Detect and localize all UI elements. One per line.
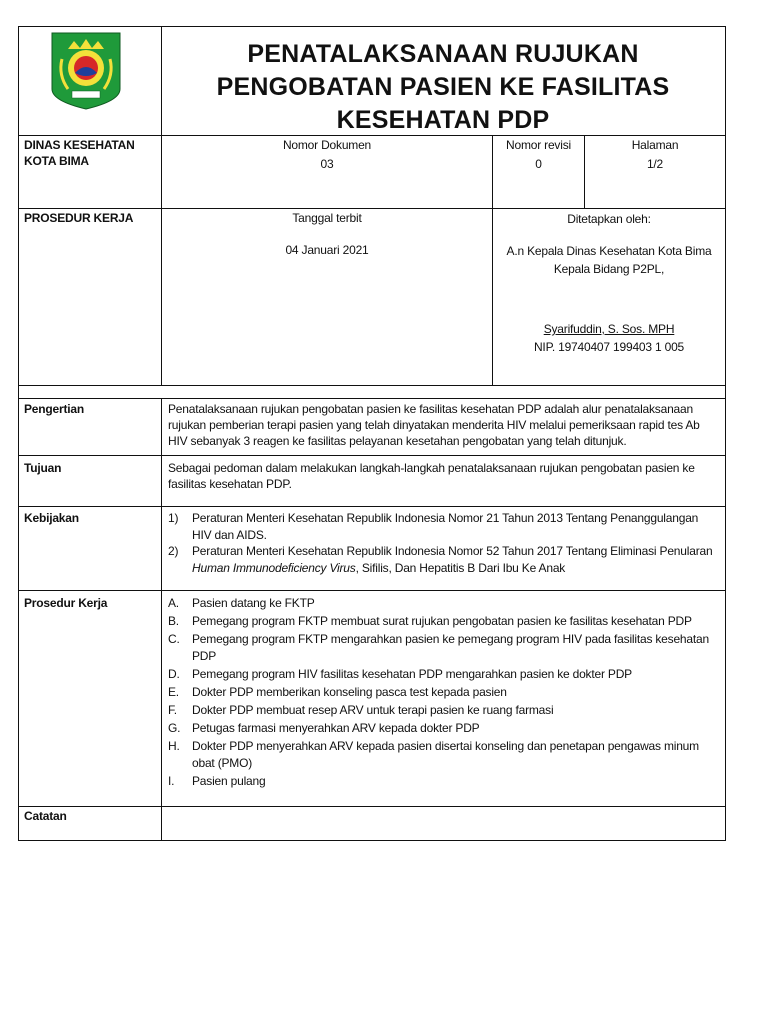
prosedur-item-line-2: PDP	[192, 649, 217, 663]
title-line-3: KESEHATAN PDP	[336, 106, 550, 134]
prosedur-item	[168, 738, 718, 772]
position: Kepala Bidang P2PL,	[553, 262, 665, 276]
doc-number: 03	[320, 157, 334, 171]
revision-label: Nomor revisi	[506, 138, 571, 152]
page-label: Halaman	[631, 138, 679, 152]
org-line-2: KOTA BIMA	[24, 154, 89, 168]
list-marker: C.	[168, 632, 180, 646]
tujuan-label: Tujuan	[24, 461, 62, 475]
line-rest: , Sifilis, Dan Hepatitis B Dari Ibu Ke Anak	[355, 561, 566, 575]
kebijakan-item-2-line-1: Peraturan Menteri Kesehatan Republik Indonesia Nomor 52 Tahun 2017 Tentang Eliminasi Penularan	[192, 544, 713, 558]
list-marker: D.	[168, 667, 180, 681]
on-behalf: A.n Kepala Dinas Kesehatan Kota Bima	[506, 244, 712, 258]
prosedur-item-line-1: Pemegang program FKTP mengarahkan pasien ke pemegang program HIV pada fasilitas kesehatan	[192, 632, 709, 646]
pengertian-line-2: rujukan pemberian terapi pasien yang telah dinyatakan menderita HIV melalui pemeriksaan rapid tes Ab	[168, 418, 700, 432]
page-cell	[585, 137, 725, 172]
catatan-label: Catatan	[24, 809, 67, 823]
signatory-name: Syarifuddin, S. Sos. MPH	[543, 322, 675, 336]
org-line-1: DINAS KESEHATAN	[24, 138, 135, 152]
set-by-label: Ditetapkan oleh:	[567, 212, 651, 226]
revision-cell	[493, 137, 584, 172]
list-marker: 2)	[168, 544, 179, 558]
list-marker: 1)	[168, 511, 179, 525]
list-marker: F.	[168, 703, 177, 717]
prosedur-item-line-1: Pasien pulang	[192, 774, 266, 788]
pengertian-text	[168, 401, 718, 449]
prosedur-item-line-2: obat (PMO)	[192, 756, 253, 770]
list-marker: B.	[168, 614, 179, 628]
city-logo	[50, 31, 122, 111]
signatory-nip: NIP. 19740407 199403 1 005	[533, 340, 685, 354]
list-marker: G.	[168, 721, 181, 735]
organization-name	[24, 137, 135, 169]
approval-cell	[493, 210, 725, 356]
prosedur-item-line-1: Pemegang program FKTP membuat surat rujukan pengobatan pasien ke fasilitas kesehatan PDP	[192, 614, 692, 628]
prosedur-item	[168, 720, 718, 737]
title-line-2: PENGOBATAN PASIEN KE FASILITAS	[216, 73, 670, 101]
document-title	[162, 38, 724, 137]
tujuan-line-2: fasilitas kesehatan PDP.	[168, 477, 292, 491]
issue-date-cell	[162, 210, 492, 258]
document-number-cell	[162, 137, 492, 172]
italic-term: Human Immunodeficiency Virus	[192, 561, 356, 575]
kebijakan-item-2-line-2	[192, 560, 718, 577]
list-marker: I.	[168, 774, 175, 788]
kebijakan-item-1-line-1: Peraturan Menteri Kesehatan Republik Indonesia Nomor 21 Tahun 2013 Tentang Penanggulangan	[192, 511, 699, 525]
doc-number-label: Nomor Dokumen	[282, 138, 372, 152]
city-emblem-icon	[50, 31, 122, 111]
procedure-label: PROSEDUR KERJA	[24, 211, 134, 225]
prosedur-item	[168, 613, 718, 630]
prosedur-item-line-1: Pasien datang ke FKTP	[192, 596, 315, 610]
kebijakan-item	[168, 543, 718, 577]
page-number: 1/2	[646, 157, 664, 171]
list-marker: A.	[168, 596, 179, 610]
tujuan-line-1: Sebagai pedoman dalam melakukan langkah-langkah penatalaksanaan rujukan pengobatan pasien ke	[168, 461, 695, 475]
prosedur-item	[168, 684, 718, 701]
prosedur-item-line-1: Pemegang program HIV fasilitas kesehatan PDP mengarahkan pasien ke dokter PDP	[192, 667, 632, 681]
prosedur-item	[168, 702, 718, 719]
prosedur-item-line-1: Petugas farmasi menyerahkan ARV kepada dokter PDP	[192, 721, 480, 735]
prosedur-item	[168, 595, 718, 612]
revision-number: 0	[535, 157, 542, 171]
prosedur-item-line-1: Dokter PDP memberikan konseling pasca test kepada pasien	[192, 685, 507, 699]
prosedur-item-line-1: Dokter PDP menyerahkan ARV kepada pasien disertai konseling dan penetapan pengawas minum	[192, 739, 699, 753]
title-line-1: PENATALAKSANAAN RUJUKAN	[247, 40, 639, 68]
prosedur-item-line-1: Dokter PDP membuat resep ARV untuk terapi pasien ke ruang farmasi	[192, 703, 554, 717]
issue-date-label: Tanggal terbit	[292, 211, 362, 225]
tujuan-text	[168, 460, 718, 492]
pengertian-line-1: Penatalaksanaan rujukan pengobatan pasien ke fasilitas kesehatan PDP adalah alur penatalaksanaan	[168, 402, 693, 416]
list-marker: H.	[168, 739, 180, 753]
kebijakan-label: Kebijakan	[24, 511, 79, 525]
list-marker: E.	[168, 685, 179, 699]
prosedur-label: Prosedur Kerja	[24, 596, 108, 610]
pengertian-line-3: HIV sebanyak 3 reagen ke fasilitas pelayanan kesetahan pengobatan yang telah ditunjuk.	[168, 434, 627, 448]
kebijakan-item-1-line-2: HIV dan AIDS.	[192, 528, 267, 542]
prosedur-item	[168, 631, 718, 665]
kebijakan-item	[168, 510, 718, 544]
issue-date: 04 Januari 2021	[285, 243, 369, 257]
prosedur-item	[168, 666, 718, 683]
pengertian-label: Pengertian	[24, 402, 85, 416]
prosedur-item	[168, 773, 718, 790]
